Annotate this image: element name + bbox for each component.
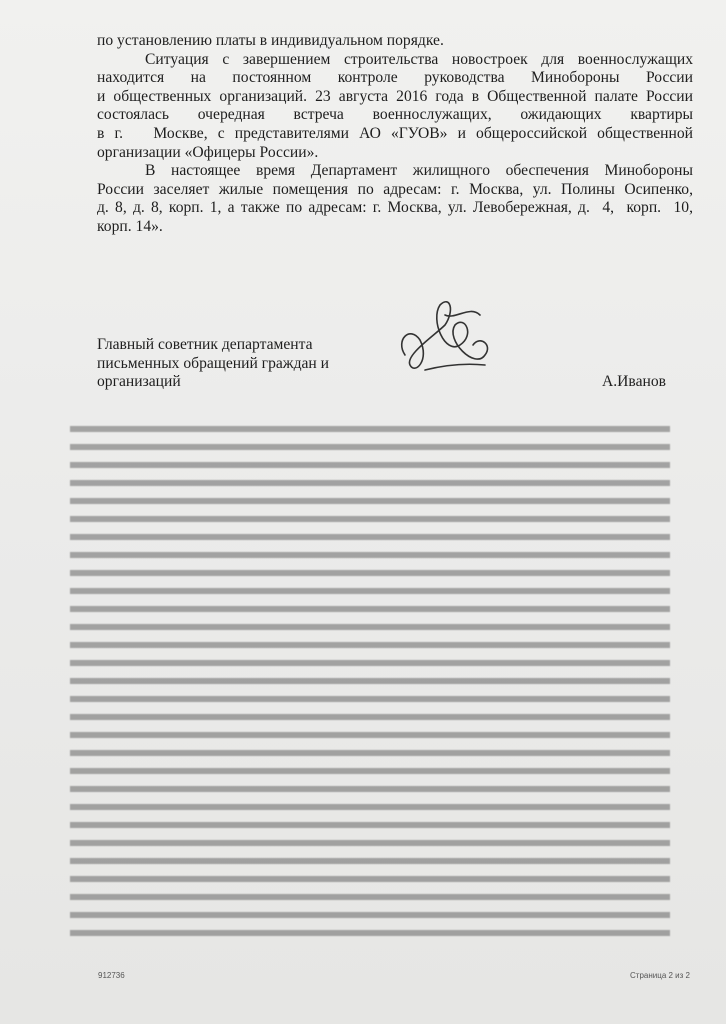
bleed-through-text	[70, 420, 670, 940]
text-line: в г. Москве, с представителями АО «ГУОВ» и общероссийской общественной	[97, 124, 693, 142]
text-line: д. 8, д. 8, корп. 1, а также по адресам: г. Москва, ул. Левобережная, д. 4, корп. 10,	[97, 199, 693, 217]
signatory-title-line: организаций	[97, 373, 181, 391]
paragraph-1	[97, 32, 693, 51]
text-line: России заселяет жилые помещения по адресам: г. Москва, ул. Полины Осипенко,	[97, 180, 693, 198]
text-line: организации «Офицеры России».	[97, 143, 319, 161]
document-body	[97, 32, 693, 237]
signatory-title-line: письменных обращений граждан и	[97, 354, 330, 372]
handwritten-signature	[385, 285, 505, 385]
document-number: 912736	[98, 971, 125, 980]
paragraph-3	[97, 162, 693, 236]
text-line: состоялась очередная встреча военнослужащих, ожидающих квартиры	[97, 106, 693, 124]
text-line: по установлению платы в индивидуальном порядке.	[97, 32, 444, 49]
signatory-name: А.Иванов	[601, 373, 666, 390]
text-line: корп. 14».	[97, 217, 163, 235]
text-line: Ситуация с завершением строительства новостроек для военнослужащих	[145, 50, 693, 68]
signatory-title	[97, 336, 329, 392]
text-line: находится на постоянном контроле руководства Минобороны России	[97, 69, 693, 87]
paragraph-2	[97, 51, 693, 163]
signatory-title-line: Главный советник департамента	[97, 336, 313, 353]
text-line: и общественных организаций. 23 августа 2016 года в Общественной палате России	[97, 87, 693, 105]
text-line: В настоящее время Департамент жилищного обеспечения Минобороны	[145, 162, 693, 180]
page-number: Страница 2 из 2	[630, 971, 690, 980]
